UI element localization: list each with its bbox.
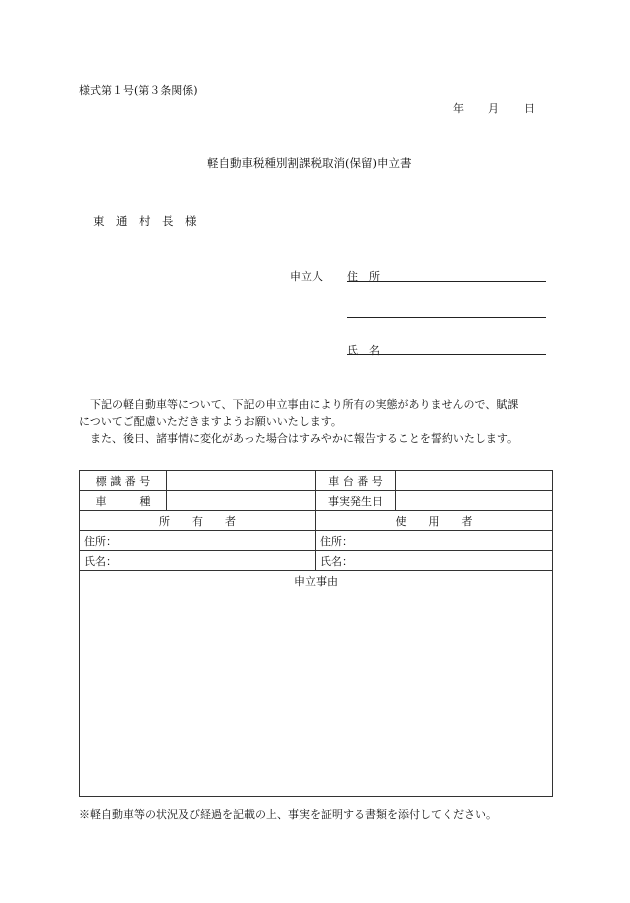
table-row	[80, 571, 553, 797]
date-year-label: 年	[453, 102, 464, 115]
user-header: 使 用 者	[316, 511, 553, 531]
table-row	[80, 471, 553, 491]
applicant-label: 申立人	[290, 270, 323, 283]
address-label: 住 所	[347, 270, 380, 283]
address-line-1	[347, 266, 546, 282]
statement-line-3: また、後日、諸事情に変化があった場合はすみやかに報告することを誓約いたします。	[79, 432, 519, 445]
plate-number-value	[167, 471, 316, 491]
table-row	[80, 551, 553, 571]
date-month-label: 月	[488, 102, 499, 115]
reason-field	[80, 571, 553, 797]
reason-header: 申立事由	[294, 575, 338, 588]
name-label: 氏 名	[347, 344, 380, 357]
name-line	[347, 340, 546, 355]
fact-date-label: 事実発生日	[316, 491, 396, 511]
fact-date-value	[396, 491, 553, 511]
document-title: 軽自動車税種別割課税取消(保留)申立書	[207, 156, 412, 170]
owner-header: 所 有 者	[80, 511, 316, 531]
address-line-2	[347, 302, 546, 318]
vehicle-type-label: 車 種	[80, 491, 167, 511]
statement-line-1: 下記の軽自動車等について、下記の申立事由により所有の実態がありませんので、賦課	[79, 398, 519, 411]
user-address-field: 住所：	[316, 531, 553, 551]
statement-line-2: についてご配慮いただきますようお願いいたします。	[79, 415, 342, 428]
statement	[79, 396, 559, 447]
form-number: 様式第１号(第３条関係)	[79, 84, 198, 97]
chassis-number-value	[396, 471, 553, 491]
table-row	[80, 511, 553, 531]
plate-number-label: 標 識 番 号	[80, 471, 167, 491]
vehicle-type-value	[167, 491, 316, 511]
owner-name-field: 氏名：	[80, 551, 316, 571]
footnote: ※軽自動車等の状況及び経過を記載の上、事実を証明する書類を添付してください。	[79, 808, 497, 821]
addressee: 東 通 村 長 様	[93, 214, 197, 228]
table-row	[80, 491, 553, 511]
user-name-field: 氏名：	[316, 551, 553, 571]
vehicle-form-table	[79, 470, 553, 797]
owner-address-field: 住所：	[80, 531, 316, 551]
table-row	[80, 531, 553, 551]
chassis-number-label: 車 台 番 号	[316, 471, 396, 491]
date-day-label: 日	[524, 102, 535, 115]
